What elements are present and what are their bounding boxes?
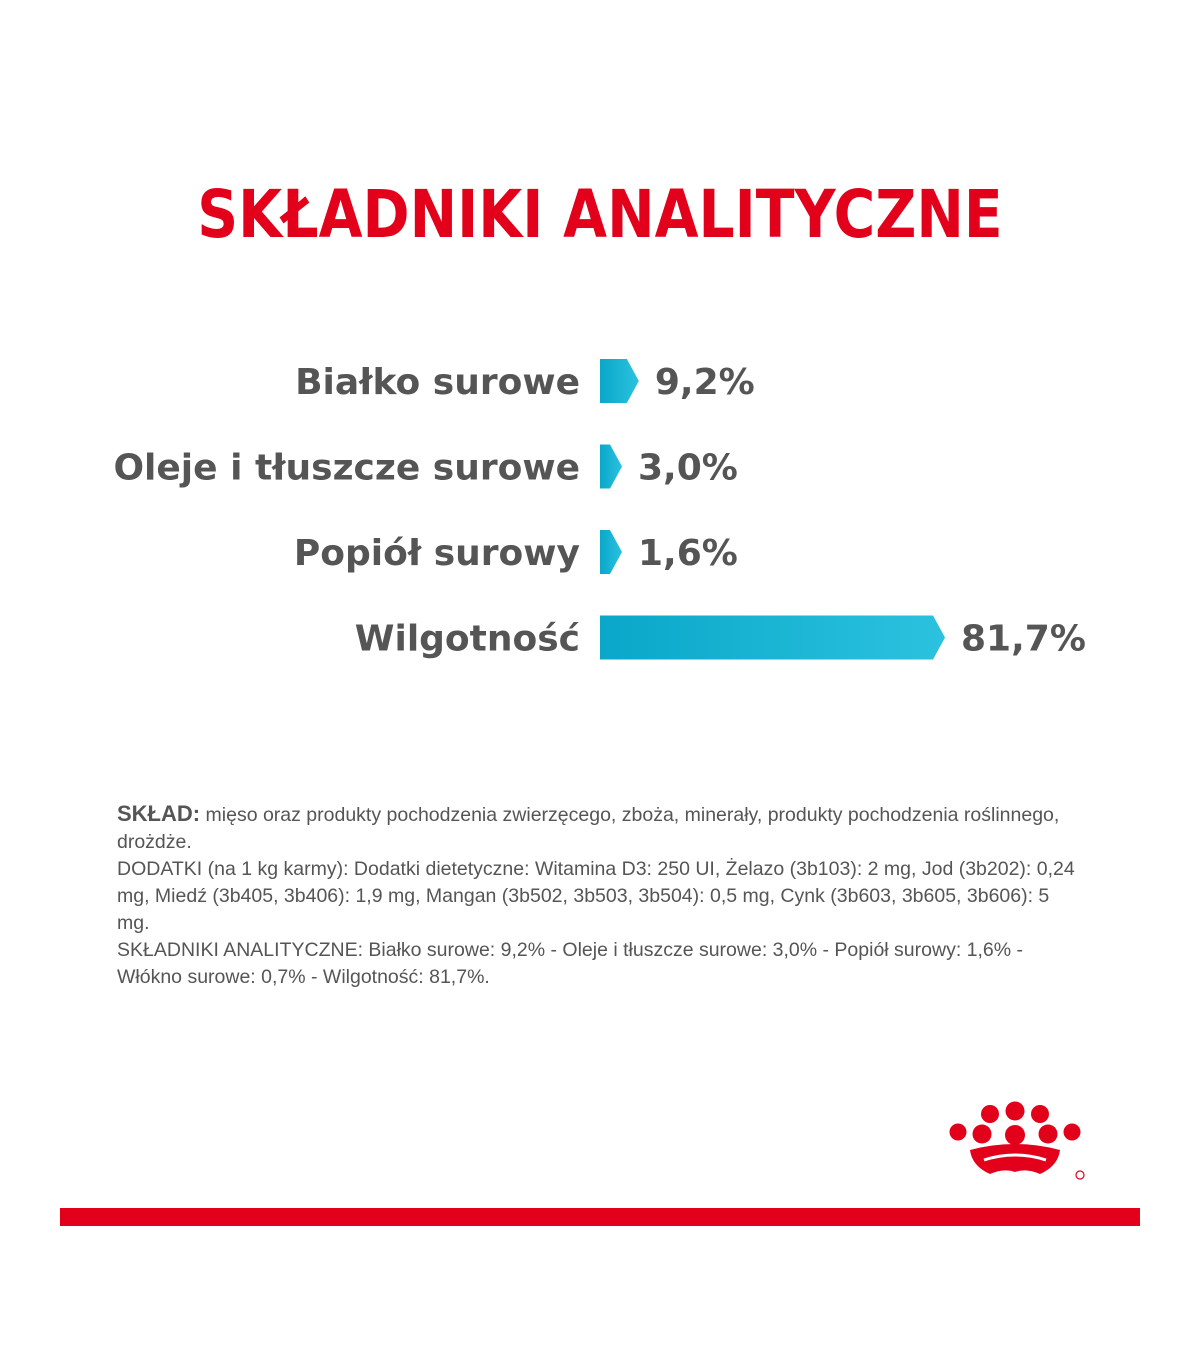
composition-text <box>117 800 1077 991</box>
royal-canin-crown-logo <box>940 1098 1090 1182</box>
composition-analytical: SKŁADNIKI ANALITYCZNE: Białko surowe: 9,2% - Oleje i tłuszcze surowe: 3,0% - Popiół surowy: 1,6% - Włókno surowe: 0,7% - Wilgotność: 81,7%. <box>117 939 1024 988</box>
category-label-1: Oleje i tłuszcze surowe <box>113 447 580 489</box>
value-label-1: 3,0% <box>638 447 738 489</box>
value-label-0: 9,2% <box>654 362 755 403</box>
bar-1 <box>600 445 622 489</box>
category-label-2: Popiół surowy <box>293 533 580 574</box>
bar-3 <box>600 616 945 660</box>
analytical-components-chart <box>0 330 1200 690</box>
value-label-2: 1,6% <box>638 533 738 574</box>
page-title: SKŁADNIKI ANALITYCZNE <box>197 176 1003 253</box>
composition-ingredients <box>117 800 1077 856</box>
category-label-0: Białko surowe <box>295 362 580 403</box>
bottom-red-bar <box>60 1208 1140 1226</box>
bar-2 <box>600 530 622 574</box>
bar-0 <box>600 359 639 403</box>
category-label-3: Wilgotność <box>354 618 580 660</box>
value-label-3: 81,7% <box>961 618 1086 660</box>
composition-lead: SKŁAD: <box>117 801 201 826</box>
composition-additives: DODATKI (na 1 kg karmy): Dodatki dietetyczne: Witamina D3: 250 UI, Żelazo (3b103): 2 mg, Jod (3b202): 0,24 mg, Miedź (3b405, 3b406): 1,9 mg, Mangan (3b502, 3b503, 3b504): 0,5 mg, Cynk (3b603, 3b605, 3b606): 5 mg. <box>117 858 1075 934</box>
composition-ingredients-text: mięso oraz produkty pochodzenia zwierzęcego, zboża, minerały, produkty pochodzenia roślinnego, drożdże. <box>117 804 1060 853</box>
